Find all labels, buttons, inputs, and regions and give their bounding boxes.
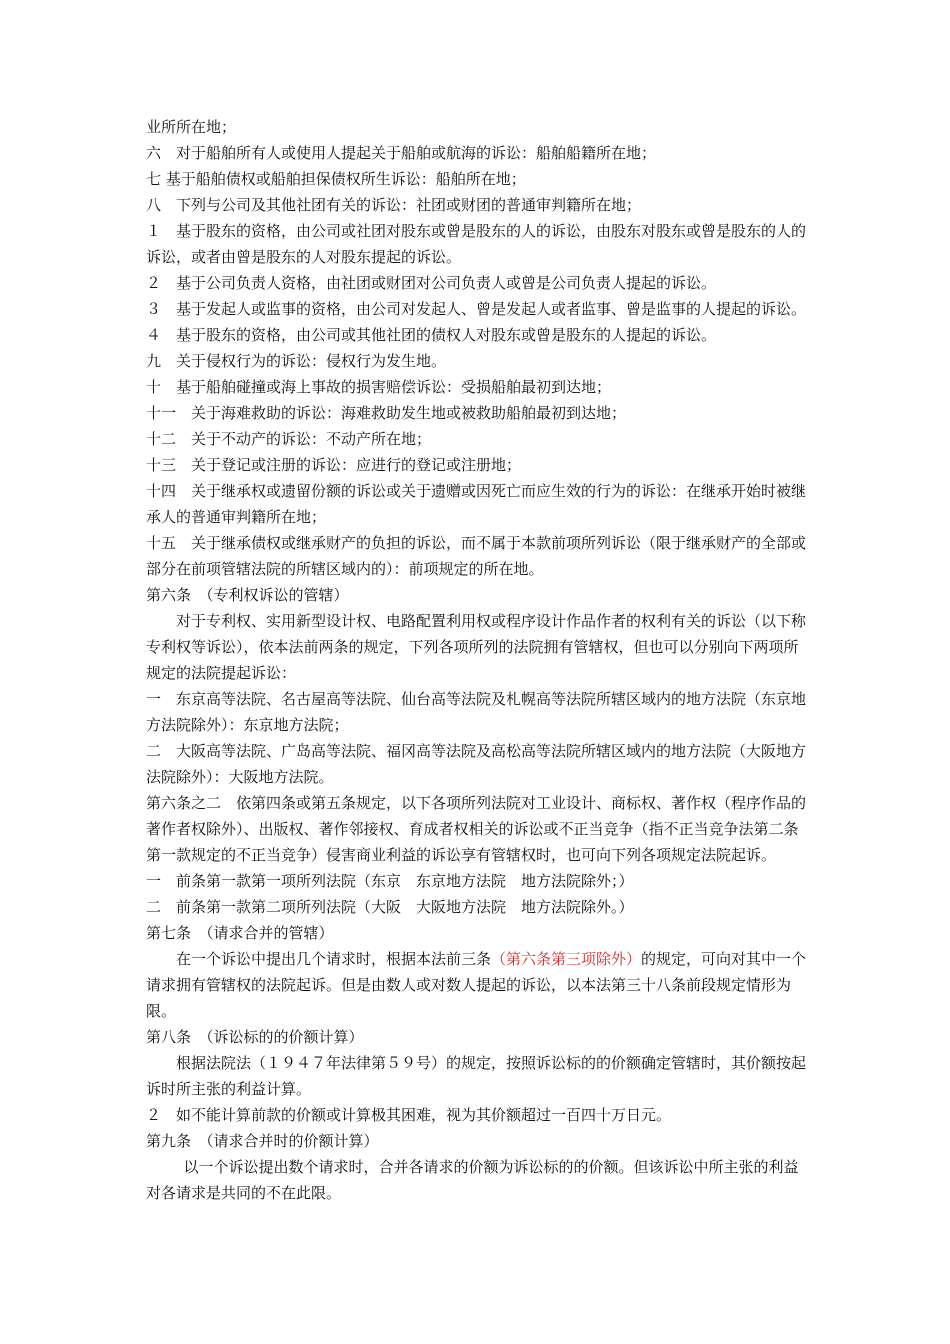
article-body <box>146 946 810 1024</box>
article-body: 根据法院法（１９４７年法律第５９号）的规定，按照诉讼标的的价额确定管辖时，其价额按起诉时所主张的利益计算。 <box>146 1054 807 1098</box>
list-item: 九 关于侵权行为的诉讼：侵权行为发生地。 <box>146 352 447 370</box>
list-item: 二 前条第一款第二项所列法院（大阪 大阪地方法院 地方法院除外。） <box>146 898 634 916</box>
highlighted-text: （第六条第三项除外） <box>491 950 642 968</box>
document-page <box>146 114 810 1206</box>
list-item: 十 基于船舶碰撞或海上事故的损害赔偿诉讼：受损船舶最初到达地； <box>146 378 612 396</box>
article-body-text: 的规定，可向对其中一个请求拥有管辖权的法院起诉。但是由数人或对数人提起的诉讼，以本法第三十八条前段规定情形为限。 <box>146 950 807 1020</box>
article-heading: 第九条 （请求合并时的价额计算） <box>146 1132 379 1150</box>
list-item: 十三 关于登记或注册的诉讼：应进行的登记或注册地； <box>146 456 522 474</box>
list-item: ４ 基于股东的资格，由公司或其他社团的债权人对股东或曾是股东的人提起的诉讼。 <box>146 326 717 344</box>
article-heading: 第六条 （专利权诉讼的管辖） <box>146 586 349 604</box>
list-item: 六 对于船舶所有人或使用人提起关于船舶或航海的诉讼：船舶船籍所在地； <box>146 144 657 162</box>
list-item: 十五 关于继承债权或继承财产的负担的诉讼，而不属于本款前项所列诉讼（限于继承财产的全部或部分在前项管辖法院的所辖区域内的）：前项规定的所在地。 <box>146 534 807 578</box>
list-item: 七 基于船舶债权或船舶担保债权所生诉讼：船舶所在地； <box>146 170 526 188</box>
list-item: ３ 基于发起人或监事的资格，由公司对发起人、曾是发起人或者监事、曾是监事的人提起的诉讼。 <box>146 300 807 318</box>
article-body-text: 在一个诉讼中提出几个请求时，根据本法前三条 <box>176 950 492 968</box>
paragraph: 业所所在地； <box>146 118 237 136</box>
list-item: 一 前条第一款第一项所列法院（东京 东京地方法院 地方法院除外；） <box>146 872 634 890</box>
list-item: 一 东京高等法院、名古屋高等法院、仙台高等法院及札幌高等法院所辖区域内的地方法院（东京地方法院除外）：东京地方法院； <box>146 690 807 734</box>
list-item: 二 大阪高等法院、广岛高等法院、福冈高等法院及高松高等法院所辖区域内的地方法院（大阪地方法院除外）：大阪地方法院。 <box>146 742 807 786</box>
list-item: 十一 关于海难救助的诉讼：海难救助发生地或被救助船舶最初到达地； <box>146 404 627 422</box>
list-item: ２ 基于公司负责人资格，由社团或财团对公司负责人或曾是公司负责人提起的诉讼。 <box>146 274 717 292</box>
article-body: 以一个诉讼提出数个请求时，合并各请求的价额为诉讼标的的价额。但该诉讼中所主张的利益对各请求是共同的不在此限。 <box>146 1158 799 1202</box>
list-item: 十四 关于继承权或遗留份额的诉讼或关于遗赠或因死亡而应生效的行为的诉讼：在继承开始时被继承人的普通审判籍所在地； <box>146 482 807 526</box>
article-body: 对于专利权、实用新型设计权、电路配置利用权或程序设计作品作者的权利有关的诉讼（以下称专利权等诉讼），依本法前两条的规定，下列各项所列的法院拥有管辖权，但也可以分别向下两项所规定的法院提起诉讼： <box>146 612 807 682</box>
article-heading: 第六条之二 依第四条或第五条规定，以下各项所列法院对工业设计、商标权、著作权（程序作品的著作者权除外）、出版权、著作邻接权、育成者权相关的诉讼或不正当竞争（指不正当竞争法第二条第一款规定的不正当竞争）侵害商业利益的诉讼享有管辖权时，也可向下列各项规定法院起诉。 <box>146 794 807 864</box>
article-heading: 第七条 （请求合并的管辖） <box>146 924 334 942</box>
list-item: 十二 关于不动产的诉讼：不动产所在地； <box>146 430 432 448</box>
list-item: ２ 如不能计算前款的价额或计算极其困难，视为其价额超过一百四十万日元。 <box>146 1106 672 1124</box>
list-item: １ 基于股东的资格，由公司或社团对股东或曾是股东的人的诉讼，由股东对股东或曾是股东的人的诉讼，或者由曾是股东的人对股东提起的诉讼。 <box>146 222 807 266</box>
list-item: 八 下列与公司及其他社团有关的诉讼：社团或财团的普通审判籍所在地； <box>146 196 642 214</box>
article-heading: 第八条 （诉讼标的的价额计算） <box>146 1028 364 1046</box>
